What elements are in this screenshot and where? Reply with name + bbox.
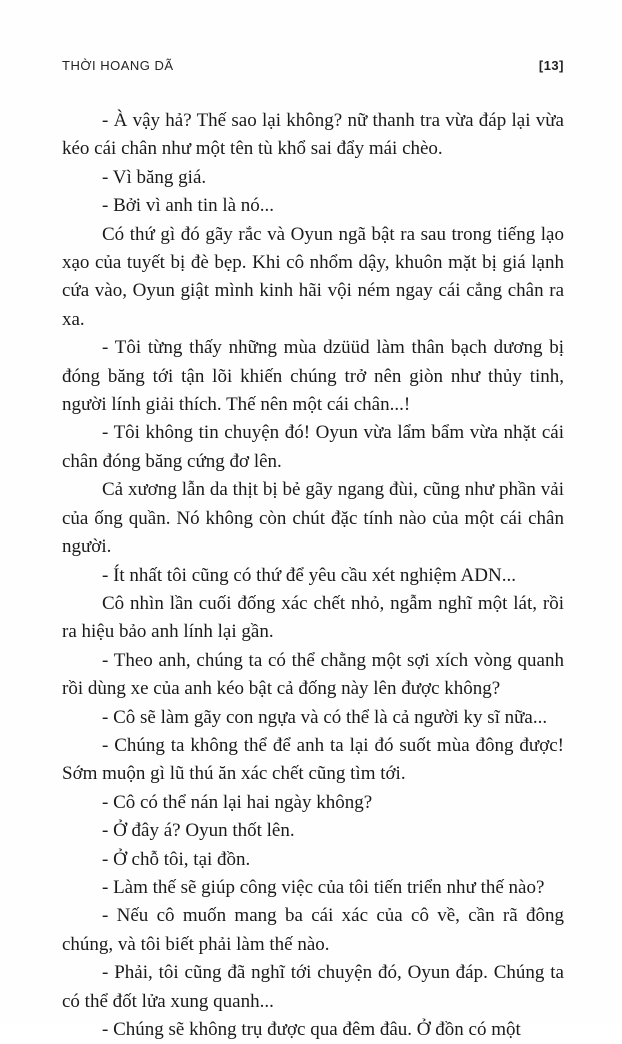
paragraph: - Nếu cô muốn mang ba cái xác của cô về, cần rã đông chúng, và tôi biết phải làm thế nào. (62, 905, 564, 955)
paragraph: - Tôi không tin chuyện đó! Oyun vừa lẩm bẩm vừa nhặt cái chân đóng băng cứng đơ lên. (62, 422, 564, 472)
page-content (62, 107, 564, 1044)
paragraph: Có thứ gì đó gãy rắc và Oyun ngã bật ra sau trong tiếng lạo xạo của tuyết bị đè bẹp. Khi cô nhổm dậy, khuôn mặt bị giá lạnh cứa vào, Oyun giật mình kinh hãi vội ném ngay cái cẳng chân ra xa. (62, 223, 564, 330)
paragraph: - Tôi từng thấy những mùa dzüüd làm thân bạch dương bị đóng băng tới tận lõi khiến chúng trở nên giòn như thủy tinh, người lính giải thích. Thế nên một cái chân...! (62, 337, 564, 416)
paragraph: - Ít nhất tôi cũng có thứ để yêu cầu xét nghiệm ADN... (102, 564, 516, 586)
paragraph: Cả xương lẫn da thịt bị bẻ gãy ngang đùi, cũng như phần vải của ống quần. Nó không còn chút đặc tính nào của một cái chân người. (62, 479, 564, 558)
paragraph: - Phải, tôi cũng đã nghĩ tới chuyện đó, Oyun đáp. Chúng ta có thể đốt lửa xung quanh... (62, 962, 564, 1012)
paragraph: - Theo anh, chúng ta có thể chằng một sợi xích vòng quanh rồi dùng xe của anh kéo bật cả đống này lên được không? (62, 649, 564, 700)
paragraph: - Vì băng giá. (102, 166, 207, 188)
paragraph: - Ở chỗ tôi, tại đồn. (102, 848, 251, 870)
paragraph: - Ở đây á? Oyun thốt lên. (102, 820, 295, 842)
paragraph: - À vậy hả? Thế sao lại không? nữ thanh tra vừa đáp lại vừa kéo cái chân như một tên tù khổ sai đẩy mái chèo. (62, 110, 564, 160)
page-number: [13] (538, 58, 564, 73)
paragraph: - Chúng ta không thể để anh ta lại đó suốt mùa đông được! Sớm muộn gì lũ thú ăn xác chết cũng tìm tới. (62, 734, 564, 785)
paragraph: - Làm thế sẽ giúp công việc của tôi tiến triển như thế nào? (102, 876, 545, 898)
paragraph: - Bởi vì anh tin là nó... (102, 195, 275, 217)
paragraph: - Cô sẽ làm gãy con ngựa và có thể là cả người ky sĩ nữa... (102, 706, 548, 728)
page-header (62, 58, 564, 73)
running-title: THỜI HOANG DÃ (62, 58, 174, 73)
paragraph: Cô nhìn lần cuối đống xác chết nhỏ, ngẫm nghĩ một lát, rồi ra hiệu bảo anh lính lại gần. (62, 592, 564, 643)
paragraph: - Chúng sẽ không trụ được qua đêm đâu. Ở đồn có một (102, 1019, 521, 1040)
paragraph: - Cô có thể nán lại hai ngày không? (102, 791, 373, 813)
